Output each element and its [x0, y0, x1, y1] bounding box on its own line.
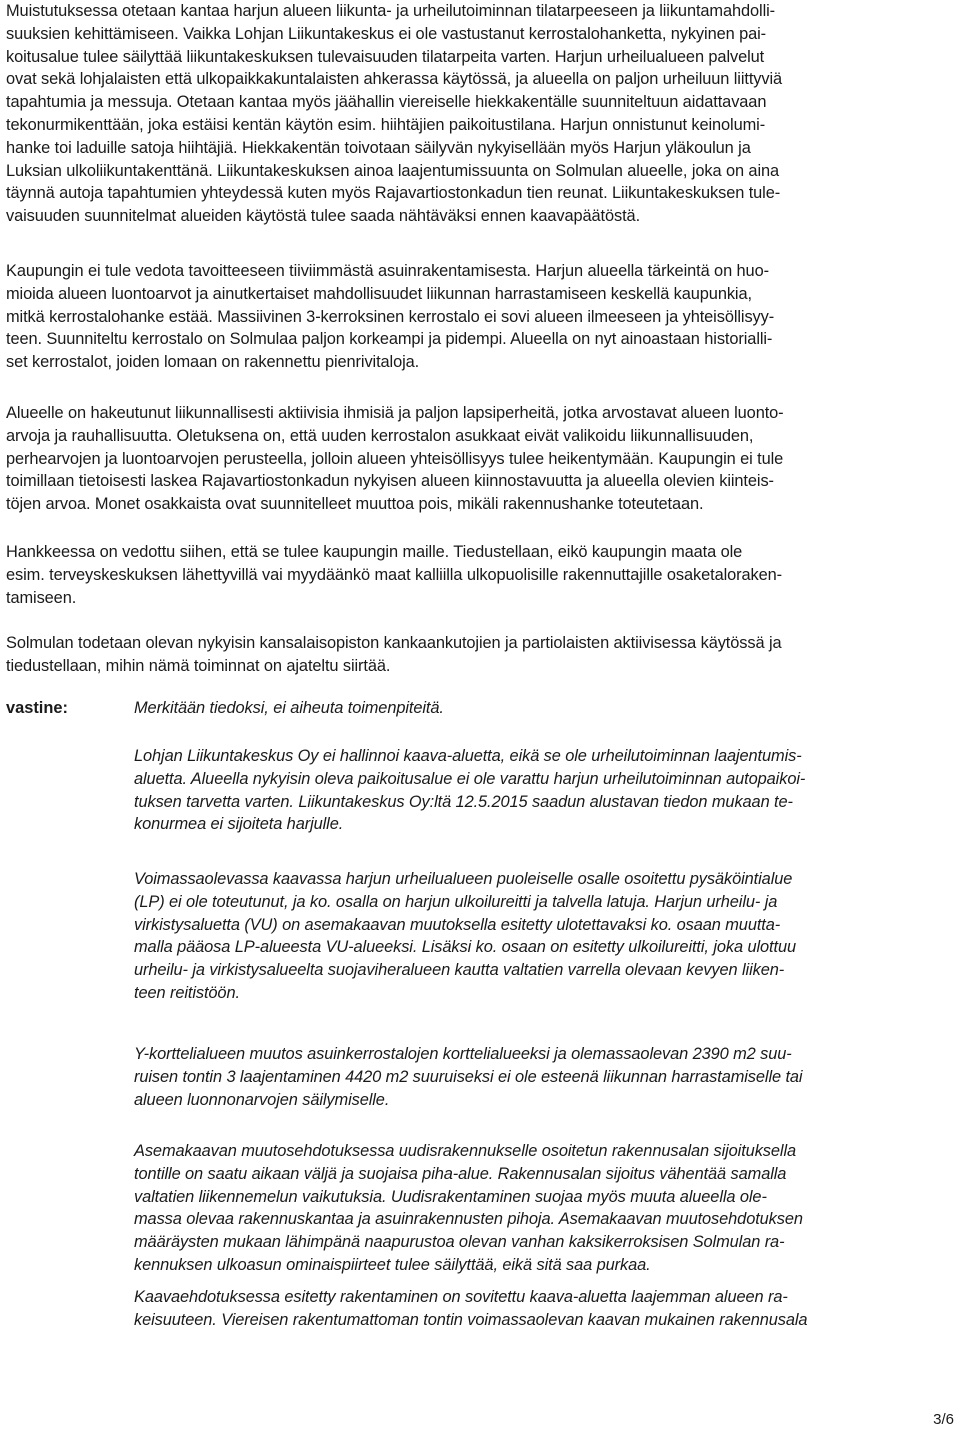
- body-paragraph-3: Alueelle on hakeutunut liikunnallisesti aktiivisia ihmisiä ja paljon lapsiperheitä, jotka arvostavat alueen luonto- arvoja ja rauhallisuutta. Oletuksena on, että uuden kerrostalon asukkaat eivät valikoidu liikunnallisuuden, perhearvojen ja luontoarvojen perusteella, jolloin alueen yhteisöllisyys tulee heikentymään. Kaupungin ei tule toimillaan tietoisesti laskea Rajavartiostonkadun nykyisen alueen kiinnostavuutta ja alueella olevien kiinteis- töjen arvoa. Monet osakkaista ovat suunnitelleet muuttoa pois, mikäli rakennushanke toteutetaan.: [6, 404, 784, 514]
- page-number: 3/6: [933, 1411, 954, 1428]
- response-paragraph-3: Voimassaolevassa kaavassa harjun urheilualueen puoleiselle osalle osoitettu pysäköintialue (LP) ei ole toteutunut, ja ko. osalla on harjun ulkoilureitti ja talvella latuja. Harjun urheilu- ja virkistysaluetta (VU) on asemakaavan muutoksella esitetty ulotettavaksi ko. osaan muutta- malla pääosa LP-alueesta VU-alueeksi. Lisäksi ko. osaan on esitetty ulkoilureitti, joka ulottuu urheilu- ja virkistysalueelta suojaviheralueen kautta valtatien varrella olevaan kevyen liiken- teen reitistöön.: [134, 870, 796, 1002]
- body-paragraph-1: Muistutuksessa otetaan kantaa harjun alueen liikunta- ja urheilutoiminnan tilatarpeeseen ja liikuntamahdolli- suuksien kehittämiseen. Vaikka Lohjan Liikuntakeskus ei ole vastustanut kerrostalohanketta, nykyinen pai- koitusalue tulee säilyttää liikuntakeskuksen tulevaisuuden tilatarpeita varten. Harjun urheilualueen palvelut ovat sekä lohjalaisten että ulkopaikkakuntalaisten ahkerassa käytössä, ja alueella on paljon urheiluun liittyviä tapahtumia ja messuja. Otetaan kantaa myös jäähallin viereiselle hiekkakentälle suunniteltuun aidattavaan tekonurmikenttään, joka estäisi kentän käytön esim. hiihtäjien paikoitustilana. Harjun onnistunut keinolumi- hanke toi laduille satoja hiihtäjiä. Hiekkakentän toivotaan säilyvän nykyisellään myös Harjun yläkoulun ja Luksian ulkoliikuntakenttänä. Liikuntakeskuksen ainoa laajentumissuunta on Solmulan alueelle, joka on aina täynnä autoja tapahtumien yhteydessä kuten myös Rajavartiostonkadun tien reunat. Liikuntakeskuksen tule- vaisuuden suunnitelmat alueiden käytöstä tulee saada nähtäväksi ennen kaavapäätöstä.: [6, 2, 783, 226]
- response-label: vastine:: [6, 699, 68, 717]
- response-paragraph-5: Asemakaavan muutosehdotuksessa uudisrakennukselle osoitetun rakennusalan sijoituksella tontille on saatu aikaan väljä ja suojaisa piha-alue. Rakennusalan sijoitus vähentää samalla valtatien liikennemelun vaikutuksia. Uudisrakentaminen suojaa myös muuta alueella ole- massa olevaa rakennuskantaa ja asuinrakennusten pihoja. Asemakaavan muutosehdotuksen määräysten mukaan lähimpänä naapurustoa olevan vanhan kaksikerroksisen Solmulan ra- kennuksen ulkoasun ominaispiirteet tulee säilyttää, eikä sitä saa purkaa.: [134, 1142, 803, 1274]
- body-paragraph-2: Kaupungin ei tule vedota tavoitteeseen tiiviimmästä asuinrakentamisesta. Harjun alueella tärkeintä on huo- mioida alueen luontoarvot ja ainutkertaiset mahdollisuudet liikunnan harrastamiseen keskellä kaupunkia, mitkä kerrostalohanke estää. Massiivinen 3-kerroksinen kerrostalo ei sovi alueen ilmeeseen ja yhteisöllisyy- teen. Suunniteltu kerrostalo on Solmulaa paljon korkeampi ja pidempi. Alueella on nyt ainoastaan historialli- set kerrostalot, joiden lomaan on rakennettu pienrivitaloja.: [6, 262, 775, 372]
- body-paragraph-4: Hankkeessa on vedottu siihen, että se tulee kaupungin maille. Tiedustellaan, eikö kaupungin maata ole esim. terveyskeskuksen lähettyvillä vai myydäänkö maat kalliilla ulkopuolisille rakennuttajille osaketaloraken- tamiseen.: [6, 543, 783, 607]
- response-paragraph-1: Merkitään tiedoksi, ei aiheuta toimenpiteitä.: [134, 699, 444, 717]
- response-paragraph-2: Lohjan Liikuntakeskus Oy ei hallinnoi kaava-aluetta, eikä se ole urheilutoiminnan laajentumis- aluetta. Alueella nykyisin oleva paikoitusalue ei ole varattu harjun urheilutoiminnan autopaikoi- tuksen tarvetta varten. Liikuntakeskus Oy:ltä 12.5.2015 saadun alustavan tiedon mukaan te- konurmea ei sijoiteta harjulle.: [134, 747, 806, 834]
- response-paragraph-6: Kaavaehdotuksessa esitetty rakentaminen on sovitettu kaava-aluetta laajemman alueen ra- keisuuteen. Viereisen rakentumattoman tontin voimassaolevan kaavan mukainen rakennusala: [134, 1288, 808, 1329]
- response-paragraph-4: Y-korttelialueen muutos asuinkerrostalojen korttelialueeksi ja olemassaolevan 2390 m2 suu- ruisen tontin 3 laajentaminen 4420 m2 suuruiseksi ei ole esteenä liikunnan harrastamiselle tai alueen luonnonarvojen säilymiselle.: [134, 1045, 803, 1109]
- body-paragraph-5: Solmulan todetaan olevan nykyisin kansalaisopiston kankaankutojien ja partiolaisten aktiivisessa käytössä ja tiedustellaan, mihin nämä toiminnat on ajateltu siirtää.: [6, 634, 782, 675]
